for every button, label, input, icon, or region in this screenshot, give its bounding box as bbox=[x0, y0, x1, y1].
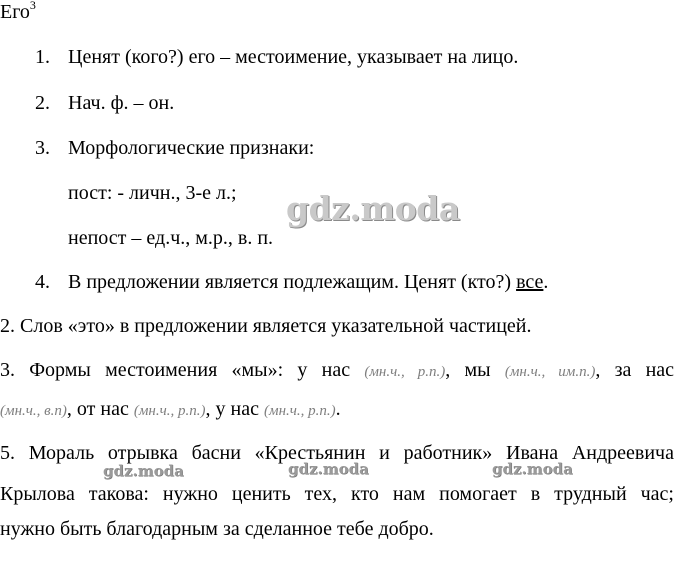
list-text: Морфологические признаки: bbox=[68, 137, 315, 159]
list-item-3 bbox=[35, 136, 314, 160]
para3-word: , у нас bbox=[205, 398, 259, 420]
list-text: Нач. ф. – он. bbox=[68, 92, 175, 114]
heading-word bbox=[0, 0, 36, 24]
list-number: 4. bbox=[35, 271, 50, 293]
watermark-small: gdz.moda bbox=[288, 460, 369, 478]
paragraph-5-line-1: 5. Мораль отрывка басни «Крестьянин и работник» Ивана Андреевича bbox=[0, 442, 674, 464]
list-number: 1. bbox=[35, 46, 50, 68]
para3-word: , за нас bbox=[595, 359, 675, 381]
para3-word: , мы bbox=[445, 359, 491, 381]
paragraph-3-line-2 bbox=[0, 397, 341, 423]
list-item-2 bbox=[35, 91, 174, 115]
grammar-note: (мн.ч., в.п) bbox=[0, 403, 67, 419]
paragraph-5-line-3: нужно быть благодарным за сделанное тебе добро. bbox=[0, 518, 434, 540]
paragraph-3-line-1 bbox=[0, 358, 674, 384]
heading-text: Его bbox=[0, 1, 30, 23]
watermark-small: gdz.moda bbox=[103, 462, 184, 480]
watermark-small: gdz.moda bbox=[492, 460, 573, 478]
heading-superscript: 3 bbox=[29, 0, 36, 12]
watermark-logo: gdz.moda bbox=[286, 189, 460, 228]
grammar-note: (мн.ч., р.п.) bbox=[133, 403, 206, 419]
para3-end: . bbox=[335, 398, 341, 420]
constant-features: пост: - личн., 3-е л.; bbox=[68, 182, 237, 204]
list-text-end: . bbox=[543, 271, 549, 293]
list-text: В предложении является подлежащим. Ценят (кто?) bbox=[68, 271, 517, 293]
list-item-4 bbox=[35, 270, 548, 294]
nonconstant-features: непост – ед.ч., м.р., в. п. bbox=[68, 227, 274, 249]
list-number: 2. bbox=[35, 92, 50, 114]
paragraph-2: 2. Слов «это» в предложении является указательной частицей. bbox=[0, 315, 532, 337]
grammar-note: (мн.ч., р.п.) bbox=[364, 364, 446, 380]
list-item-1 bbox=[35, 45, 518, 69]
grammar-note: (мн.ч., р.п.) bbox=[264, 403, 336, 419]
paragraph-5-line-2: Крылова такова: нужно ценить тех, кто нам помогает в трудный час; bbox=[0, 483, 674, 505]
list-text: Ценят (кого?) его – местоимение, указывает на лицо. bbox=[68, 46, 519, 68]
underlined-word: все bbox=[516, 271, 544, 293]
para3-word: , от нас bbox=[66, 398, 129, 420]
para3-lead: 3. Формы местоимения «мы»: у нас bbox=[0, 359, 351, 381]
list-number: 3. bbox=[35, 137, 50, 159]
grammar-note: (мн.ч., им.п.) bbox=[504, 364, 596, 380]
